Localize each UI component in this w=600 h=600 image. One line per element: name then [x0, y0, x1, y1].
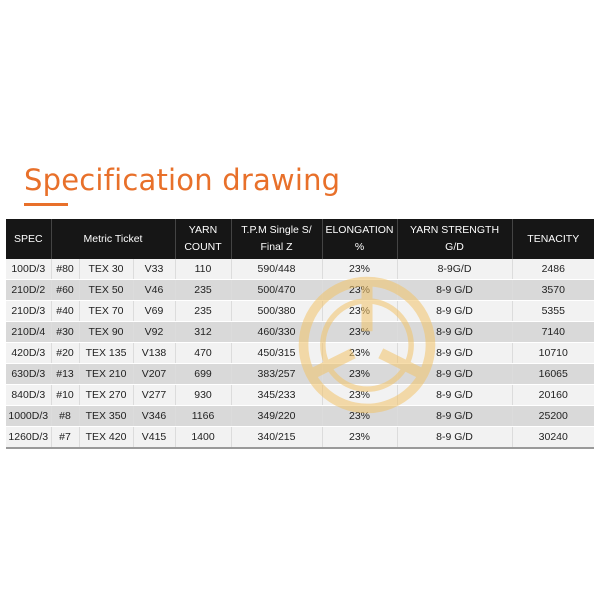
- cell-tpm: 345/233: [231, 385, 322, 406]
- header-metric-ticket: Metric Ticket: [51, 219, 175, 259]
- cell-spec: 840D/3: [6, 385, 51, 406]
- table-row: [6, 364, 594, 385]
- cell-yarn-count: 235: [175, 280, 231, 301]
- cell-metric-number: #20: [51, 343, 79, 364]
- cell-spec: 1260D/3: [6, 427, 51, 449]
- specification-table: [6, 219, 594, 449]
- cell-yarn-strength: 8-9 G/D: [397, 322, 512, 343]
- cell-metric-number: #80: [51, 259, 79, 280]
- table-row: [6, 322, 594, 343]
- cell-tenacity: 2486: [512, 259, 594, 280]
- cell-metric-v: V138: [133, 343, 175, 364]
- table-row: [6, 406, 594, 427]
- header-tenacity: TENACITY: [512, 219, 594, 259]
- cell-elongation: 23%: [322, 343, 397, 364]
- cell-metric-v: V346: [133, 406, 175, 427]
- cell-metric-tex: TEX 135: [79, 343, 133, 364]
- table-row: [6, 427, 594, 449]
- cell-spec: 210D/4: [6, 322, 51, 343]
- cell-tenacity: 25200: [512, 406, 594, 427]
- cell-metric-number: #10: [51, 385, 79, 406]
- header-tpm-line2: Final Z: [260, 241, 293, 253]
- cell-yarn-strength: 8-9 G/D: [397, 364, 512, 385]
- cell-yarn-strength: 8-9 G/D: [397, 385, 512, 406]
- cell-tenacity: 5355: [512, 301, 594, 322]
- header-yarn-count-line2: COUNT: [184, 241, 222, 253]
- cell-elongation: 23%: [322, 364, 397, 385]
- cell-metric-v: V46: [133, 280, 175, 301]
- cell-yarn-count: 930: [175, 385, 231, 406]
- cell-spec: 100D/3: [6, 259, 51, 280]
- cell-tpm: 590/448: [231, 259, 322, 280]
- cell-tenacity: 7140: [512, 322, 594, 343]
- cell-metric-v: V207: [133, 364, 175, 385]
- cell-yarn-count: 1400: [175, 427, 231, 449]
- page-title: Specification drawing: [24, 163, 341, 197]
- header-yarn-count: [175, 219, 231, 259]
- cell-spec: 420D/3: [6, 343, 51, 364]
- cell-metric-tex: TEX 70: [79, 301, 133, 322]
- table-row: [6, 280, 594, 301]
- cell-metric-number: #30: [51, 322, 79, 343]
- cell-elongation: 23%: [322, 406, 397, 427]
- cell-yarn-count: 1166: [175, 406, 231, 427]
- cell-metric-tex: TEX 30: [79, 259, 133, 280]
- header-elongation: [322, 219, 397, 259]
- cell-tenacity: 30240: [512, 427, 594, 449]
- cell-tpm: 450/315: [231, 343, 322, 364]
- cell-metric-tex: TEX 210: [79, 364, 133, 385]
- header-tpm-line1: T.P.M Single S/: [241, 224, 312, 236]
- table-row: [6, 343, 594, 364]
- cell-metric-tex: TEX 420: [79, 427, 133, 449]
- cell-yarn-strength: 8-9 G/D: [397, 280, 512, 301]
- cell-tpm: 383/257: [231, 364, 322, 385]
- cell-metric-tex: TEX 350: [79, 406, 133, 427]
- cell-metric-tex: TEX 50: [79, 280, 133, 301]
- cell-elongation: 23%: [322, 259, 397, 280]
- header-yarn-strength: [397, 219, 512, 259]
- cell-metric-number: #8: [51, 406, 79, 427]
- header-yarn-strength-line1: YARN STRENGTH: [409, 224, 500, 236]
- cell-yarn-strength: 8-9 G/D: [397, 427, 512, 449]
- cell-spec: 630D/3: [6, 364, 51, 385]
- cell-tpm: 340/215: [231, 427, 322, 449]
- cell-spec: 1000D/3: [6, 406, 51, 427]
- cell-spec: 210D/2: [6, 280, 51, 301]
- cell-elongation: 23%: [322, 385, 397, 406]
- cell-yarn-strength: 8-9 G/D: [397, 343, 512, 364]
- cell-elongation: 23%: [322, 322, 397, 343]
- cell-metric-number: #13: [51, 364, 79, 385]
- cell-spec: 210D/3: [6, 301, 51, 322]
- cell-elongation: 23%: [322, 427, 397, 449]
- cell-tenacity: 3570: [512, 280, 594, 301]
- cell-yarn-strength: 8-9 G/D: [397, 301, 512, 322]
- cell-yarn-strength: 8-9 G/D: [397, 406, 512, 427]
- title-underline: [24, 203, 68, 206]
- cell-tenacity: 20160: [512, 385, 594, 406]
- cell-metric-number: #60: [51, 280, 79, 301]
- cell-metric-tex: TEX 90: [79, 322, 133, 343]
- cell-tpm: 460/330: [231, 322, 322, 343]
- table-header-row: [6, 219, 594, 259]
- cell-metric-v: V415: [133, 427, 175, 449]
- cell-metric-tex: TEX 270: [79, 385, 133, 406]
- cell-tenacity: 10710: [512, 343, 594, 364]
- header-elongation-line2: %: [354, 241, 365, 253]
- cell-elongation: 23%: [322, 301, 397, 322]
- header-yarn-count-line1: YARN: [188, 224, 218, 236]
- header-spec: SPEC: [6, 219, 51, 259]
- table-body: [6, 259, 594, 448]
- cell-yarn-count: 235: [175, 301, 231, 322]
- cell-yarn-count: 110: [175, 259, 231, 280]
- cell-metric-v: V33: [133, 259, 175, 280]
- cell-tpm: 349/220: [231, 406, 322, 427]
- cell-metric-number: #40: [51, 301, 79, 322]
- header-yarn-strength-line2: G/D: [445, 241, 464, 253]
- cell-yarn-strength: 8-9G/D: [397, 259, 512, 280]
- cell-elongation: 23%: [322, 280, 397, 301]
- cell-tpm: 500/470: [231, 280, 322, 301]
- cell-metric-v: V92: [133, 322, 175, 343]
- table-row: [6, 301, 594, 322]
- cell-tpm: 500/380: [231, 301, 322, 322]
- cell-yarn-count: 699: [175, 364, 231, 385]
- header-elongation-line1: ELONGATION: [325, 224, 394, 236]
- cell-metric-v: V277: [133, 385, 175, 406]
- cell-yarn-count: 470: [175, 343, 231, 364]
- table-row: [6, 259, 594, 280]
- cell-tenacity: 16065: [512, 364, 594, 385]
- table-row: [6, 385, 594, 406]
- cell-metric-number: #7: [51, 427, 79, 449]
- cell-yarn-count: 312: [175, 322, 231, 343]
- header-tpm: [231, 219, 322, 259]
- cell-metric-v: V69: [133, 301, 175, 322]
